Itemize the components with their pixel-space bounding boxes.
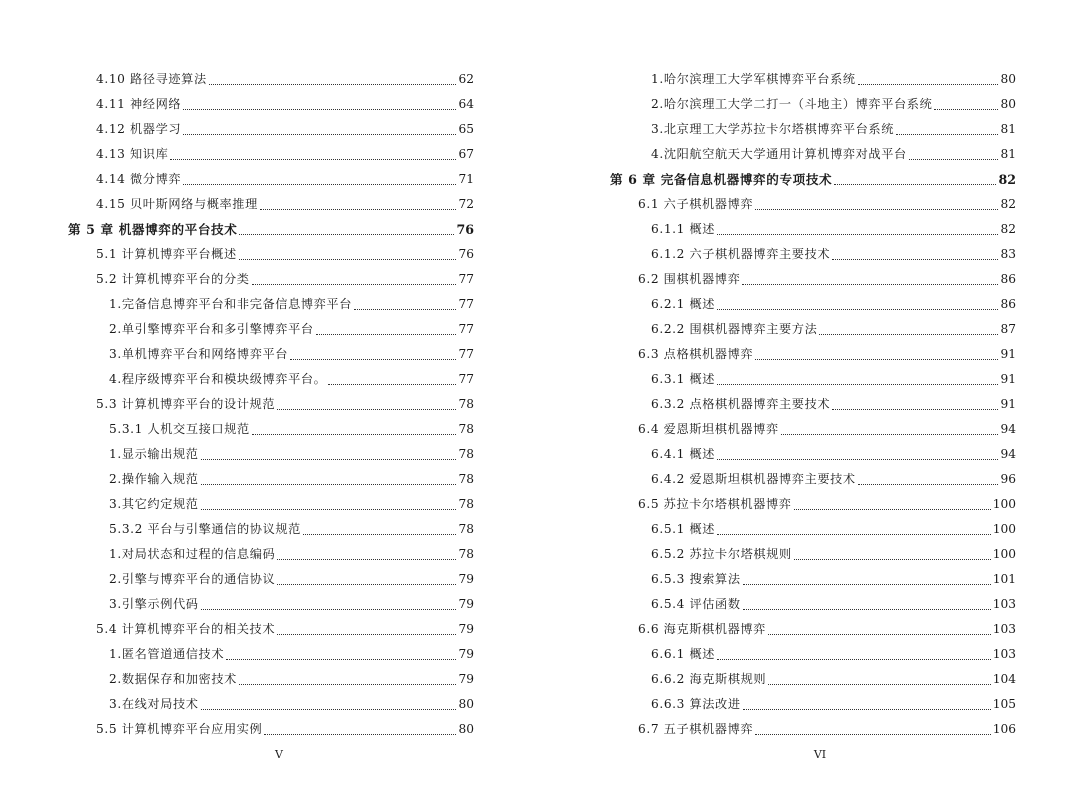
dot-leader xyxy=(768,634,991,635)
toc-entry-title: 6.7 五子棋机器博弈 xyxy=(638,722,754,736)
toc-entry-page-number: 94 xyxy=(1000,422,1016,436)
toc-entry-page-number: 80 xyxy=(1000,72,1016,86)
toc-entry-page-number: 65 xyxy=(458,122,474,136)
toc-entry xyxy=(610,517,1016,542)
toc-entry-page-number: 105 xyxy=(992,697,1016,711)
toc-entry-title: 2.单引擎博弈平台和多引擎博弈平台 xyxy=(109,322,314,336)
toc-entry xyxy=(68,142,474,167)
dot-leader xyxy=(354,309,456,310)
toc-entry-page-number: 77 xyxy=(458,297,474,311)
dot-leader xyxy=(909,159,999,160)
toc-entry-title: 6.6.3 算法改进 xyxy=(651,697,741,711)
dot-leader xyxy=(183,184,456,185)
toc-entry xyxy=(68,592,474,617)
toc-entry xyxy=(610,367,1016,392)
dot-leader xyxy=(239,234,454,235)
toc-entry-page-number: 64 xyxy=(458,97,474,111)
toc-entry-title: 6.3.1 概述 xyxy=(651,372,716,386)
page-number-right: VI xyxy=(813,748,827,761)
toc-chapter-entry xyxy=(610,167,1016,192)
toc-entry xyxy=(610,242,1016,267)
toc-entry xyxy=(68,317,474,342)
toc-entry-title: 4.程序级博弈平台和模块级博弈平台。 xyxy=(109,372,327,386)
toc-entry-page-number: 78 xyxy=(458,422,474,436)
toc-entry-title: 5.2 计算机博弈平台的分类 xyxy=(96,272,250,286)
toc-entry-page-number: 62 xyxy=(458,72,474,86)
toc-entry xyxy=(610,717,1016,742)
toc-entry-page-number: 78 xyxy=(458,397,474,411)
toc-entry xyxy=(68,292,474,317)
toc-entry-page-number: 77 xyxy=(458,347,474,361)
dot-leader xyxy=(201,709,457,710)
toc-entry-page-number: 80 xyxy=(1000,97,1016,111)
toc-entry-title: 6.4.1 概述 xyxy=(651,447,716,461)
toc-entry xyxy=(68,117,474,142)
toc-entry xyxy=(68,517,474,542)
toc-entry xyxy=(610,292,1016,317)
toc-entry-title: 2.引擎与博弈平台的通信协议 xyxy=(109,572,276,586)
toc-entry-page-number: 87 xyxy=(1000,322,1016,336)
dot-leader xyxy=(252,284,457,285)
toc-entry-page-number: 79 xyxy=(458,572,474,586)
dot-leader xyxy=(277,559,456,560)
dot-leader xyxy=(755,359,998,360)
toc-entry-page-number: 86 xyxy=(1000,272,1016,286)
toc-entry-title: 3.引擎示例代码 xyxy=(109,597,199,611)
toc-entry xyxy=(68,467,474,492)
toc-entry xyxy=(610,92,1016,117)
toc-entry-page-number: 91 xyxy=(1000,397,1016,411)
toc-entry-page-number: 103 xyxy=(992,647,1016,661)
dot-leader xyxy=(743,609,991,610)
dot-leader xyxy=(832,259,998,260)
dot-leader xyxy=(277,409,456,410)
toc-entry-title: 1.显示输出规范 xyxy=(109,447,199,461)
toc-entry xyxy=(68,642,474,667)
dot-leader xyxy=(201,459,457,460)
dot-leader xyxy=(934,109,998,110)
dot-leader xyxy=(781,434,999,435)
dot-leader xyxy=(277,584,456,585)
toc-entry xyxy=(68,667,474,692)
toc-entry-page-number: 72 xyxy=(458,197,474,211)
dot-leader xyxy=(755,209,998,210)
toc-entry xyxy=(68,542,474,567)
toc-entry xyxy=(68,342,474,367)
toc-entry xyxy=(610,642,1016,667)
toc-entry-page-number: 78 xyxy=(458,497,474,511)
toc-entry-title: 5.3.1 人机交互接口规范 xyxy=(109,422,250,436)
toc-entry-title: 第 5 章 机器博弈的平台技术 xyxy=(68,222,238,237)
toc-entry-title: 5.1 计算机博弈平台概述 xyxy=(96,247,237,261)
dot-leader xyxy=(755,734,991,735)
toc-chapter-entry xyxy=(68,217,474,242)
toc-entry-title: 6.3.2 点格棋机器博弈主要技术 xyxy=(651,397,831,411)
dot-leader xyxy=(743,709,991,710)
toc-entry xyxy=(610,442,1016,467)
toc-entry-title: 4.14 微分博弈 xyxy=(96,172,182,186)
dot-leader xyxy=(260,209,457,210)
toc-entry-page-number: 79 xyxy=(458,672,474,686)
toc-entry-title: 4.10 路径寻迹算法 xyxy=(96,72,207,86)
dot-leader xyxy=(819,334,998,335)
toc-entry-page-number: 79 xyxy=(458,622,474,636)
toc-entry-title: 3.在线对局技术 xyxy=(109,697,199,711)
toc-entry-page-number: 91 xyxy=(1000,372,1016,386)
dot-leader xyxy=(832,409,998,410)
toc-entry-page-number: 78 xyxy=(458,547,474,561)
dot-leader xyxy=(201,609,457,610)
toc-entry-page-number: 82 xyxy=(1000,197,1016,211)
toc-entry-page-number: 91 xyxy=(1000,347,1016,361)
toc-entry xyxy=(610,467,1016,492)
toc-entry-title: 4.13 知识库 xyxy=(96,147,169,161)
toc-entry xyxy=(68,442,474,467)
toc-entry-title: 6.5.3 搜索算法 xyxy=(651,572,741,586)
toc-entry-title: 3.单机博弈平台和网络博弈平台 xyxy=(109,347,289,361)
toc-entry xyxy=(610,667,1016,692)
toc-entry xyxy=(68,617,474,642)
dot-leader xyxy=(717,534,991,535)
toc-entry xyxy=(610,567,1016,592)
toc-entry-title: 第 6 章 完备信息机器博弈的专项技术 xyxy=(610,172,833,187)
toc-entry-page-number: 104 xyxy=(992,672,1016,686)
toc-entry-title: 6.1.2 六子棋机器博弈主要技术 xyxy=(651,247,831,261)
toc-entry-page-number: 71 xyxy=(458,172,474,186)
toc-entry-title: 5.3.2 平台与引擎通信的协议规范 xyxy=(109,522,301,536)
toc-entry xyxy=(610,67,1016,92)
toc-entry xyxy=(68,192,474,217)
dot-leader xyxy=(794,509,991,510)
toc-entry-page-number: 77 xyxy=(458,272,474,286)
toc-entry xyxy=(610,317,1016,342)
dot-leader xyxy=(717,309,998,310)
toc-entry-title: 2.哈尔滨理工大学二打一（斗地主）博弈平台系统 xyxy=(651,97,933,111)
toc-entry-title: 5.4 计算机博弈平台的相关技术 xyxy=(96,622,276,636)
toc-entry-page-number: 106 xyxy=(992,722,1016,736)
dot-leader xyxy=(794,559,991,560)
dot-leader xyxy=(896,134,998,135)
dot-leader xyxy=(717,384,998,385)
toc-entry-page-number: 100 xyxy=(992,497,1016,511)
toc-entry-title: 6.2 围棋机器博弈 xyxy=(638,272,741,286)
toc-entry-page-number: 80 xyxy=(458,722,474,736)
toc-entry-page-number: 76 xyxy=(458,247,474,261)
toc-entry-page-number: 79 xyxy=(458,647,474,661)
toc-entry-title: 1.完备信息博弈平台和非完备信息博弈平台 xyxy=(109,297,353,311)
toc-entry-page-number: 79 xyxy=(458,597,474,611)
toc-entry-title: 6.2.2 围棋机器博弈主要方法 xyxy=(651,322,818,336)
page-number-left: V xyxy=(275,748,283,761)
toc-entry xyxy=(68,567,474,592)
toc-entry-page-number: 103 xyxy=(992,622,1016,636)
toc-entry xyxy=(68,67,474,92)
toc-entry-page-number: 76 xyxy=(456,222,474,237)
toc-entry xyxy=(610,392,1016,417)
toc-entry-page-number: 77 xyxy=(458,372,474,386)
dot-leader xyxy=(201,509,457,510)
toc-entry-title: 5.5 计算机博弈平台应用实例 xyxy=(96,722,263,736)
toc-entry-title: 6.4 爱恩斯坦棋机器博弈 xyxy=(638,422,779,436)
toc-entry-title: 6.6.2 海克斯棋规则 xyxy=(651,672,767,686)
toc-entry-title: 4.沈阳航空航天大学通用计算机博弈对战平台 xyxy=(651,147,907,161)
toc-entry-title: 6.5 苏拉卡尔塔棋机器博弈 xyxy=(638,497,792,511)
dot-leader xyxy=(303,534,457,535)
toc-entry xyxy=(610,617,1016,642)
toc-entry-title: 6.6 海克斯棋机器博弈 xyxy=(638,622,766,636)
toc-entry-title: 6.1 六子棋机器博弈 xyxy=(638,197,754,211)
toc-entry xyxy=(68,417,474,442)
toc-entry-page-number: 78 xyxy=(458,522,474,536)
toc-entry-page-number: 83 xyxy=(1000,247,1016,261)
dot-leader xyxy=(183,109,456,110)
toc-entry-title: 5.3 计算机博弈平台的设计规范 xyxy=(96,397,276,411)
dot-leader xyxy=(717,659,991,660)
dot-leader xyxy=(717,459,998,460)
toc-entry-page-number: 78 xyxy=(458,472,474,486)
toc-entry xyxy=(68,717,474,742)
toc-entry-title: 6.6.1 概述 xyxy=(651,647,716,661)
toc-entry-title: 6.5.2 苏拉卡尔塔棋规则 xyxy=(651,547,792,561)
toc-entry-title: 1.哈尔滨理工大学军棋博弈平台系统 xyxy=(651,72,856,86)
dot-leader xyxy=(743,584,991,585)
toc-page-right xyxy=(610,67,1016,742)
toc-entry xyxy=(68,367,474,392)
toc-entry xyxy=(610,592,1016,617)
dot-leader xyxy=(209,84,457,85)
toc-entry-page-number: 103 xyxy=(992,597,1016,611)
toc-entry xyxy=(68,92,474,117)
toc-entry xyxy=(610,492,1016,517)
toc-entry-page-number: 100 xyxy=(992,522,1016,536)
dot-leader xyxy=(239,684,457,685)
toc-entry-page-number: 81 xyxy=(1000,147,1016,161)
toc-entry xyxy=(68,692,474,717)
toc-entry xyxy=(610,267,1016,292)
dot-leader xyxy=(183,134,456,135)
dot-leader xyxy=(742,284,998,285)
dot-leader xyxy=(834,184,996,185)
toc-entry-page-number: 78 xyxy=(458,447,474,461)
toc-entry-title: 4.15 贝叶斯网络与概率推理 xyxy=(96,197,258,211)
dot-leader xyxy=(768,684,991,685)
toc-entry xyxy=(610,692,1016,717)
toc-entry-title: 4.11 神经网络 xyxy=(96,97,182,111)
toc-entry xyxy=(68,392,474,417)
toc-entry xyxy=(68,242,474,267)
toc-entry-page-number: 100 xyxy=(992,547,1016,561)
toc-entry xyxy=(610,192,1016,217)
toc-entry-title: 6.3 点格棋机器博弈 xyxy=(638,347,754,361)
toc-entry-page-number: 96 xyxy=(1000,472,1016,486)
toc-entry-title: 6.5.1 概述 xyxy=(651,522,716,536)
toc-entry-page-number: 81 xyxy=(1000,122,1016,136)
toc-entry-page-number: 94 xyxy=(1000,447,1016,461)
toc-entry-page-number: 82 xyxy=(998,172,1016,187)
toc-entry xyxy=(68,167,474,192)
dot-leader xyxy=(226,659,456,660)
dot-leader xyxy=(239,259,457,260)
toc-entry xyxy=(610,117,1016,142)
toc-entry-title: 6.1.1 概述 xyxy=(651,222,716,236)
dot-leader xyxy=(328,384,456,385)
toc-entry xyxy=(610,217,1016,242)
toc-entry xyxy=(610,417,1016,442)
toc-entry-title: 3.其它约定规范 xyxy=(109,497,199,511)
toc-entry-page-number: 77 xyxy=(458,322,474,336)
dot-leader xyxy=(858,484,999,485)
dot-leader xyxy=(277,634,456,635)
toc-entry-title: 3.北京理工大学苏拉卡尔塔棋博弈平台系统 xyxy=(651,122,895,136)
toc-entry-page-number: 80 xyxy=(458,697,474,711)
toc-entry xyxy=(68,492,474,517)
toc-page-left xyxy=(68,67,474,742)
toc-entry-page-number: 67 xyxy=(458,147,474,161)
toc-entry-title: 6.2.1 概述 xyxy=(651,297,716,311)
dot-leader xyxy=(717,234,998,235)
toc-entry-title: 1.匿名管道通信技术 xyxy=(109,647,225,661)
toc-entry-title: 2.数据保存和加密技术 xyxy=(109,672,237,686)
toc-entry-title: 6.5.4 评估函数 xyxy=(651,597,741,611)
dot-leader xyxy=(290,359,456,360)
toc-entry xyxy=(610,542,1016,567)
dot-leader xyxy=(858,84,999,85)
toc-entry-page-number: 86 xyxy=(1000,297,1016,311)
dot-leader xyxy=(170,159,456,160)
dot-leader xyxy=(201,484,457,485)
toc-entry-page-number: 82 xyxy=(1000,222,1016,236)
dot-leader xyxy=(264,734,456,735)
dot-leader xyxy=(316,334,457,335)
toc-entry xyxy=(610,342,1016,367)
toc-entry xyxy=(610,142,1016,167)
toc-entry xyxy=(68,267,474,292)
toc-entry-title: 6.4.2 爱恩斯坦棋机器博弈主要技术 xyxy=(651,472,856,486)
toc-entry-page-number: 101 xyxy=(992,572,1016,586)
toc-entry-title: 2.操作输入规范 xyxy=(109,472,199,486)
dot-leader xyxy=(252,434,457,435)
toc-entry-title: 4.12 机器学习 xyxy=(96,122,182,136)
toc-entry-title: 1.对局状态和过程的信息编码 xyxy=(109,547,276,561)
